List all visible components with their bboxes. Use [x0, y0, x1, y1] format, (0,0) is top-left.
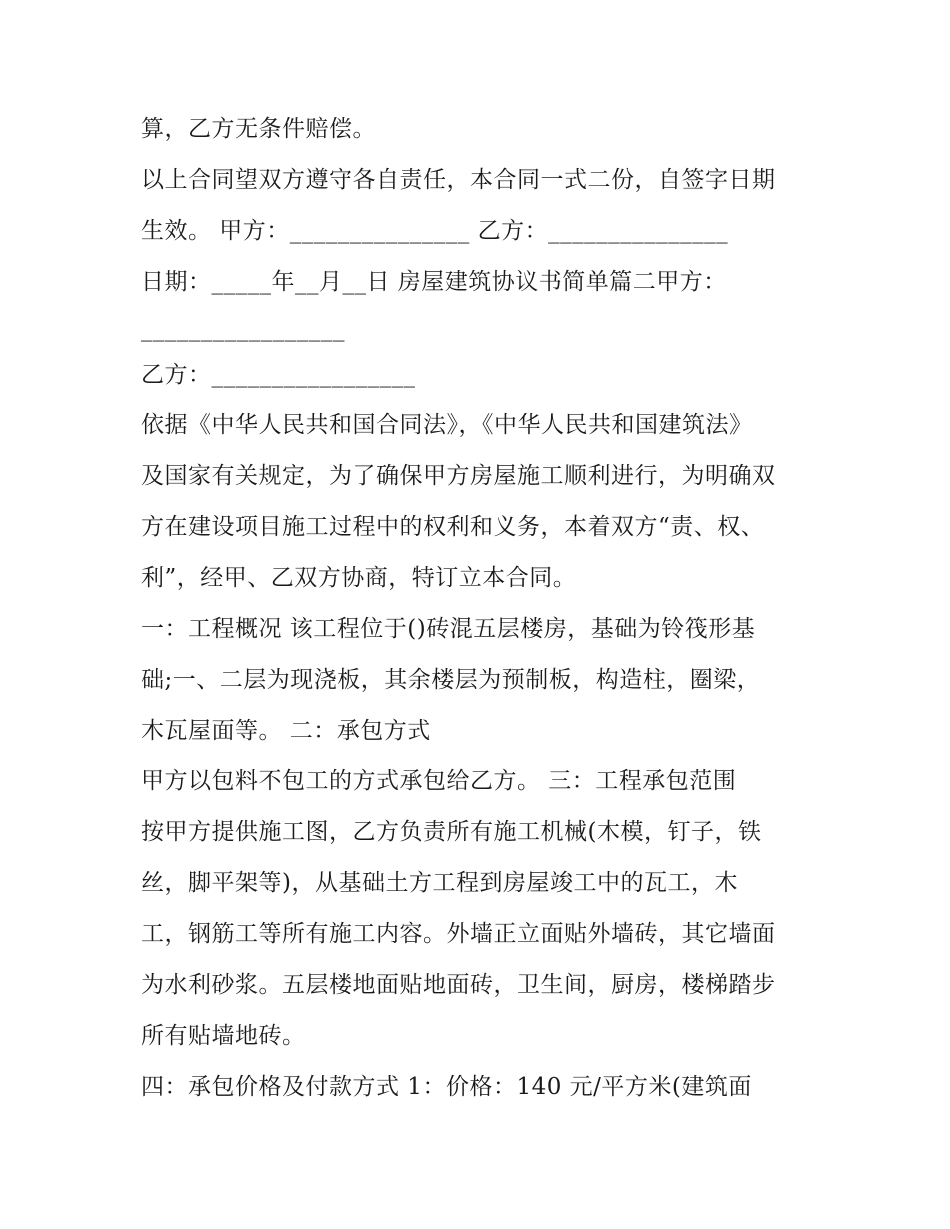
text-line-14: 甲方以包料不包工的方式承包给乙方。 三：工程承包范围: [141, 768, 737, 794]
text-line-11: 一：工程概况 该工程位于()砖混五层楼房，基础为铃筏形基: [141, 616, 756, 642]
text-line-7: 依据《中华人民共和国合同法》，《中华人民共和国建筑法》: [141, 412, 753, 438]
text-line-16: 丝，脚平架等)，从基础土方工程到房屋竣工中的瓦工，木: [141, 870, 738, 896]
text-line-8: 及国家有关规定，为了确保甲方房屋施工顺利进行，为明确双: [141, 463, 776, 489]
text-line-19: 所有贴墙地砖。: [141, 1023, 306, 1049]
text-line-3: 生效。 甲方：_______________ 乙方：_______________: [141, 218, 729, 244]
text-line-9: 方在建设项目施工过程中的权利和义务，本着双方“责、权、: [141, 514, 765, 540]
text-line-6: 乙方：_________________: [141, 362, 416, 388]
text-line-17: 工，钢筋工等所有施工内容。外墙正立面贴外墙砖，其它墙面: [141, 921, 776, 947]
text-line-12: 础;一、二层为现浇板，其余楼层为预制板，构造柱，圈梁，: [141, 667, 761, 693]
text-line-2: 以上合同望双方遵守各自责任，本合同一式二份，自签字日期: [141, 167, 776, 193]
text-line-4: 日期：_____年__月__日 房屋建筑协议书简单篇二甲方：: [141, 269, 727, 295]
text-line-5: _________________: [141, 316, 345, 342]
text-line-20: 四：承包价格及付款方式 1：价格：140 元/平方米(建筑面: [141, 1074, 752, 1100]
text-line-13: 木瓦屋面等。 二：承包方式: [141, 718, 431, 744]
text-line-15: 按甲方提供施工图，乙方负责所有施工机械(木模，钉子，铁: [141, 819, 762, 845]
text-line-1: 算，乙方无条件赔偿。: [141, 116, 376, 142]
text-line-10: 利”，经甲、乙双方协商，特订立本合同。: [141, 565, 577, 591]
text-line-18: 为水利砂浆。五层楼地面贴地面砖，卫生间，厨房，楼梯踏步: [141, 972, 776, 998]
